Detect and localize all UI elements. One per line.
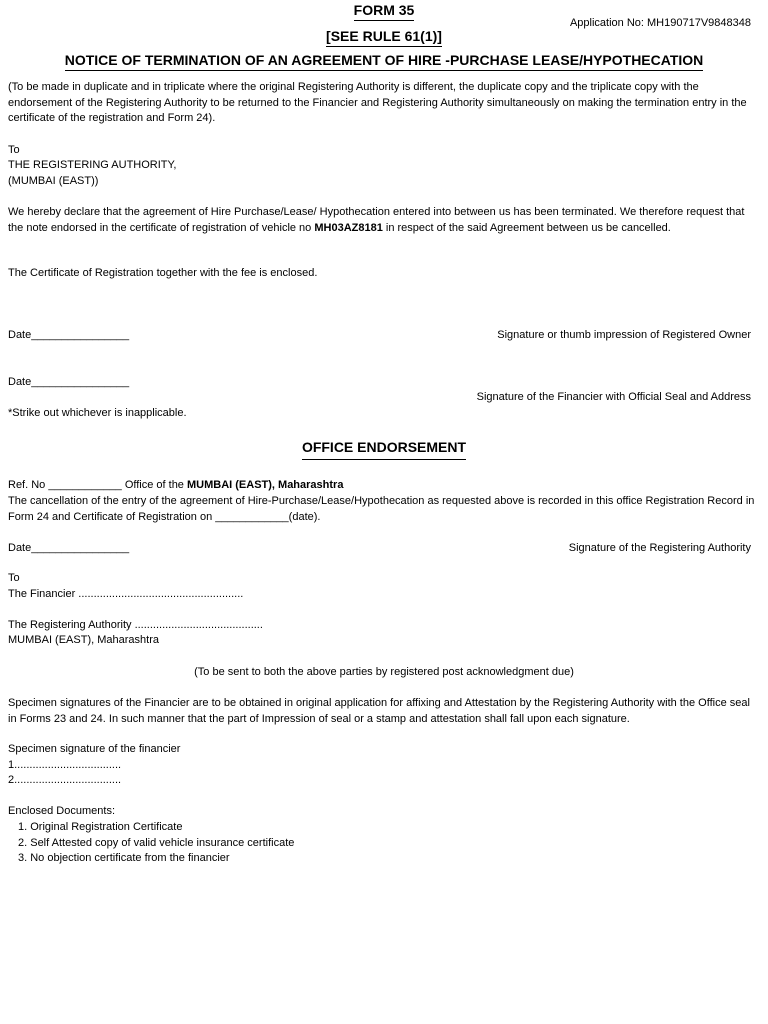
cancellation-paragraph: The cancellation of the entry of the agreement of Hire-Purchase/Lease/Hypothecation as requested above is recorded in this office Registration Record in Form 24 and Certificate of Registration on ____________(date).	[8, 495, 755, 523]
reference-line	[8, 478, 343, 493]
addressee-to: To	[8, 144, 20, 156]
date-field-authority: Date________________	[8, 542, 130, 554]
financier-signature-label: Signature of the Financier with Official Seal and Address	[476, 391, 751, 403]
office-endorsement-heading-block	[0, 440, 768, 460]
application-number: Application No: MH190717V9848348	[569, 17, 751, 29]
page-title: NOTICE OF TERMINATION OF AN AGREEMENT OF HIRE -PURCHASE LEASE/HYPOTHECATION	[65, 53, 704, 71]
owner-signature-label: Signature or thumb impression of Registered Owner	[497, 329, 751, 341]
specimen-label: Specimen signature of the financier	[8, 743, 181, 755]
post-note: (To be sent to both the above parties by registered post acknowledgment due)	[194, 666, 574, 678]
addressee-line1: THE REGISTERING AUTHORITY,	[8, 159, 177, 171]
page-title-block	[0, 53, 768, 71]
date-field-financier: Date________________	[8, 376, 130, 388]
reference-office: MUMBAI (EAST), Maharashtra	[186, 479, 344, 491]
specimen-paragraph: Specimen signatures of the Financier are to be obtained in original application for affixing and Attestation by the Registering Authority with the Office seal in Forms 23 and 24. In such manner that the part of Impression of seal or a stamp and attestation shall fall upon each signature.	[8, 697, 750, 725]
office-endorsement-heading: OFFICE ENDORSEMENT	[302, 440, 466, 460]
rule-reference: [SEE RULE 61(1)]	[326, 29, 442, 47]
enclosed-documents-label: Enclosed Documents:	[8, 805, 115, 817]
specimen-line-1: 1...................................	[8, 759, 122, 771]
form-number: FORM 35	[354, 3, 415, 21]
date-field-owner: Date________________	[8, 329, 130, 341]
list-item: 3. No objection certificate from the financier	[18, 852, 230, 864]
rule-reference-block	[0, 29, 768, 47]
registering-authority-line: The Registering Authority ..........................................	[8, 619, 263, 631]
authority-signature-label: Signature of the Registering Authority	[568, 542, 751, 554]
list-item: 2. Self Attested copy of valid vehicle insurance certificate	[18, 836, 295, 849]
vehicle-number: MH03AZ8181	[314, 221, 383, 234]
reference-prefix: Ref. No ____________ Office of the	[8, 479, 187, 491]
enclosed-note: The Certificate of Registration together with the fee is enclosed.	[8, 267, 318, 279]
office-to: To	[8, 572, 20, 584]
financier-line: The Financier ......................................................	[8, 588, 244, 600]
specimen-line-2: 2...................................	[8, 774, 122, 786]
addressee-line2: (MUMBAI (EAST))	[8, 175, 99, 187]
enclosed-documents-list	[18, 820, 294, 867]
registering-authority-place: MUMBAI (EAST), Maharashtra	[8, 634, 159, 646]
list-item: 1. Original Registration Certificate	[18, 821, 183, 833]
declaration-text-part1: We hereby declare that the agreement of Hire Purchase/Lease/ Hypothecation entered into between us has been terminated. We therefore request that the note endorsed in the certificate of registration of vehicle no	[8, 206, 745, 234]
intro-paragraph: (To be made in duplicate and in triplicate where the original Registering Authority is different, the duplicate copy and the triplicate copy with the endorsement of the Registering Authority to be returned to the Financier and Registering Authority simultaneously on making the termination entry in the certificate of the registration and Form 24).	[8, 81, 747, 124]
strike-out-note: *Strike out whichever is inapplicable.	[8, 407, 187, 419]
declaration-text-part2: in respect of the said Agreement between us be cancelled.	[382, 221, 671, 234]
declaration-paragraph	[8, 205, 760, 236]
